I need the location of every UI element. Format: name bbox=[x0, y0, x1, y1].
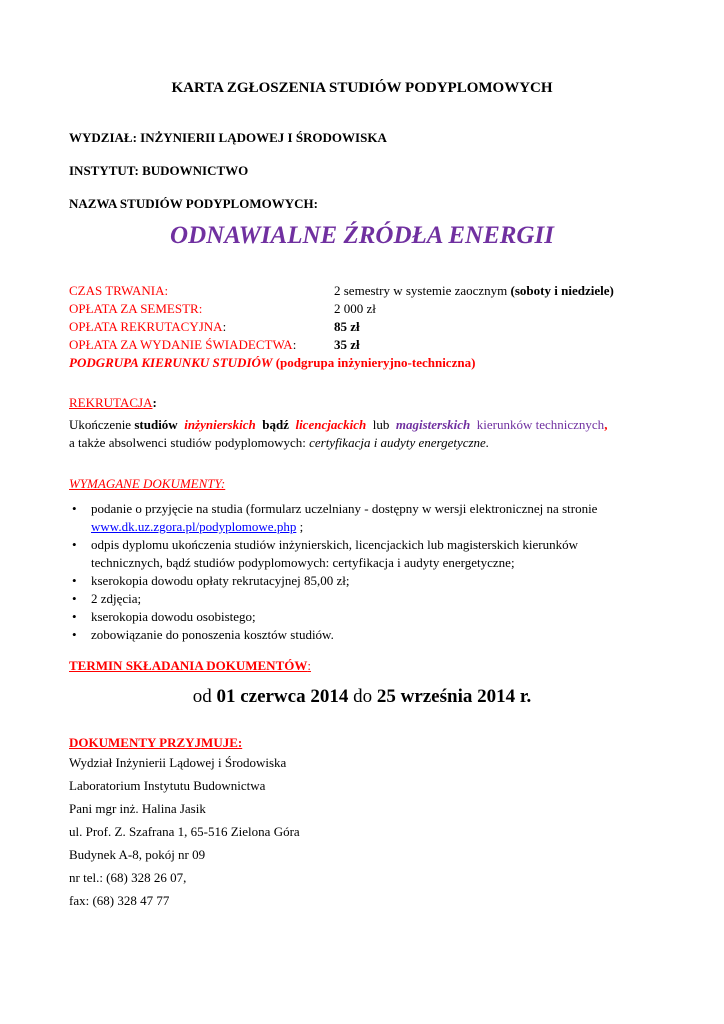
bullet-1: • bbox=[72, 501, 77, 516]
address-line-3: Pani mgr inż. Halina Jasik bbox=[69, 801, 206, 816]
certificate-fee-value: 35 zł bbox=[334, 337, 360, 352]
address-line-2: Laboratorium Instytutu Budownictwa bbox=[69, 778, 266, 793]
faculty-line: WYDZIAŁ: INŻYNIERII LĄDOWEJ I ŚRODOWISKA bbox=[69, 130, 387, 145]
required-doc-2-cont: technicznych, bądź studiów podyplomowych: certyfikacja i audyty energetyczne; bbox=[91, 555, 515, 570]
institute-line: INSTYTUT: BUDOWNICTWO bbox=[69, 163, 249, 178]
semester-fee-value: 2 000 zł bbox=[334, 301, 376, 316]
required-doc-1: podanie o przyjęcie na studia (formularz uczelniany - dostępny w wersji elektronicznej na stronie bbox=[91, 501, 598, 516]
required-doc-1-cont: www.dk.uz.zgora.pl/podyplomowe.php ; bbox=[91, 519, 304, 534]
program-name: ODNAWIALNE ŹRÓDŁA ENERGII bbox=[170, 222, 554, 249]
deadline-dates: od 01 czerwca 2014 do 25 września 2014 r. bbox=[192, 686, 532, 707]
recruitment-fee-value: 85 zł bbox=[334, 319, 360, 334]
recruitment-heading: REKRUTACJA: bbox=[69, 395, 157, 410]
program-name-label: NAZWA STUDIÓW PODYPLOMOWYCH: bbox=[69, 196, 318, 211]
certificate-fee-label: OPŁATA ZA WYDANIE ŚWIADECTWA: bbox=[69, 337, 297, 352]
form-link[interactable]: www.dk.uz.zgora.pl/podyplomowe.php bbox=[91, 519, 297, 534]
required-doc-5: kserokopia dowodu osobistego; bbox=[91, 609, 256, 624]
address-line-5: Budynek A-8, pokój nr 09 bbox=[69, 847, 206, 862]
address-line-4: ul. Prof. Z. Szafrana 1, 65-516 Zielona Góra bbox=[69, 824, 300, 839]
recruitment-text-line2: a także absolwenci studiów podyplomowych: certyfikacja i audyty energetyczne. bbox=[69, 435, 490, 450]
subgroup-line: PODGRUPA KIERUNKU STUDIÓW (podgrupa inżynieryjno-techniczna) bbox=[69, 355, 476, 370]
bullet-6: • bbox=[72, 627, 77, 642]
fax-line: fax: (68) 328 47 77 bbox=[69, 893, 170, 908]
bullet-3: • bbox=[72, 573, 77, 588]
address-line-1: Wydział Inżynierii Lądowej i Środowiska bbox=[69, 755, 287, 770]
accepted-by-heading: DOKUMENTY PRZYJMUJE: bbox=[69, 735, 243, 750]
recruitment-fee-label: OPŁATA REKRUTACYJNA: bbox=[69, 319, 227, 334]
phone-line: nr tel.: (68) 328 26 07, bbox=[69, 870, 187, 885]
bullet-4: • bbox=[72, 591, 77, 606]
document-title: KARTA ZGŁOSZENIA STUDIÓW PODYPLOMOWYCH bbox=[171, 80, 553, 96]
deadline-heading: TERMIN SKŁADANIA DOKUMENTÓW: bbox=[69, 658, 311, 673]
required-docs-heading: WYMAGANE DOKUMENTY: bbox=[69, 476, 226, 491]
duration-value: 2 semestry w systemie zaocznym (soboty i niedziele) bbox=[334, 283, 614, 298]
recruitment-text-line1: Ukończenie studiów inżynierskich bądź licencjackich lub magisterskich kierunków technicznych, bbox=[69, 417, 608, 432]
duration-label: CZAS TRWANIA: bbox=[69, 283, 169, 298]
required-doc-3: kserokopia dowodu opłaty rekrutacyjnej 85,00 zł; bbox=[91, 573, 350, 588]
bullet-5: • bbox=[72, 609, 77, 624]
required-doc-2: odpis dyplomu ukończenia studiów inżynierskich, licencjackich lub magisterskich kierunków bbox=[91, 537, 579, 552]
required-doc-4: 2 zdjęcia; bbox=[91, 591, 142, 606]
bullet-2: • bbox=[72, 537, 77, 552]
required-doc-6: zobowiązanie do ponoszenia kosztów studiów. bbox=[91, 627, 334, 642]
semester-fee-label: OPŁATA ZA SEMESTR: bbox=[69, 301, 203, 316]
